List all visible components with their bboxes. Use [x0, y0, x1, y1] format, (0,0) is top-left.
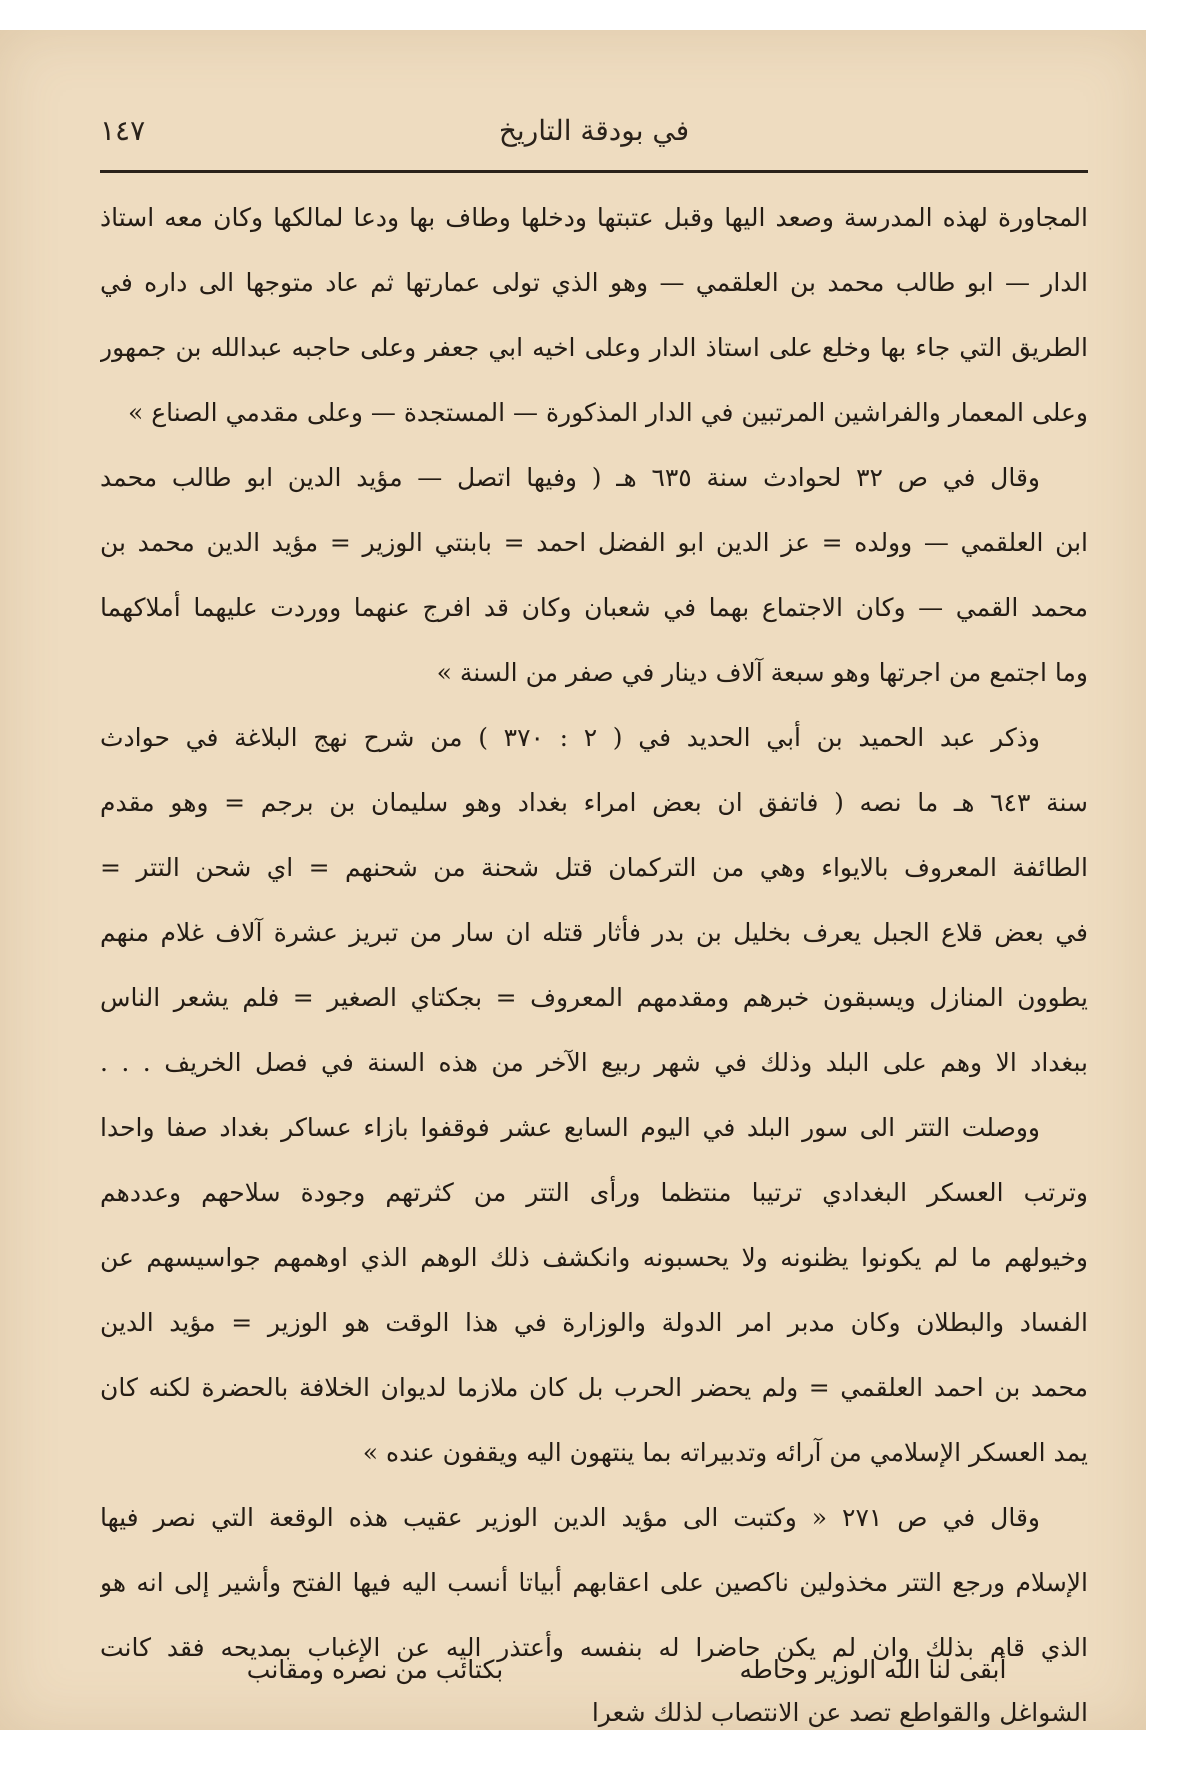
running-title: في بودقة التاريخ — [498, 114, 690, 147]
text-line: ببغداد الا وهم على البلد وذلك في شهر ربيع الآخر من هذه السنة في فصل الخريف . . . — [100, 1048, 1088, 1077]
text-line: وقال في ص ٢٧١ « وكتبت الى مؤيد الدين الوزير عقيب هذه الوقعة التي نصر فيها — [100, 1503, 1040, 1532]
text-line: محمد القمي — وكان الاجتماع بهما في شعبان وكان قد افرج عنهما ووردت عليهما أملاكهما — [100, 593, 1088, 622]
text-line: وما اجتمع من اجرتها وهو سبعة آلاف دينار في صفر من السنة » — [436, 658, 1088, 687]
text-line: يطوون المنازل ويسبقون خبرهم ومقدمهم المعروف = بجكتاي الصغير = فلم يشعر الناس — [100, 983, 1088, 1012]
text-line: الطريق التي جاء بها وخلع على استاذ الدار وعلى اخيه ابي جعفر وعلى حاجبه عبدالله بن جمهور — [100, 333, 1088, 362]
header-rule — [100, 170, 1088, 173]
second-hemistich: بكتائب من نصره ومقانب — [246, 1655, 504, 1684]
text-line: في بعض قلاع الجبل يعرف بخليل بن بدر فأثار قتله ان سار من تبريز عشرة آلاف غلام منهم — [100, 918, 1088, 947]
text-line: وترتب العسكر البغدادي ترتيبا منتظما ورأى التتر من كثرتهم وجودة سلاحهم وعددهم — [100, 1178, 1088, 1207]
text-line: وقال في ص ٣٢ لحوادث سنة ٦٣٥ هـ ( وفيها اتصل — مؤيد الدين ابو طالب محمد — [100, 463, 1040, 492]
first-hemistich: أبقى لنا الله الوزير وحاطه — [739, 1655, 1007, 1684]
body-text — [100, 185, 1088, 1745]
text-line: يمد العسكر الإسلامي من آرائه وتدبيراته بما ينتهون اليه ويقفون عنده » — [362, 1438, 1088, 1467]
text-line: الإسلام ورجع التتر مخذولين ناكصين على اعقابهم أبياتا أنسب اليه فيها الفتح وأشير إلى انه هو — [100, 1568, 1088, 1597]
text-line: الدار — ابو طالب محمد بن العلقمي — وهو الذي تولى عمارتها ثم عاد متوجها الى داره في — [100, 268, 1088, 297]
text-line: وذكر عبد الحميد بن أبي الحديد في ( ٢ : ٣٧٠ ) من شرح نهج البلاغة في حوادث — [100, 723, 1040, 752]
text-line: الذي قام بذلك وان لم يكن حاضرا له بنفسه وأعتذر اليه عن الإغباب بمديحه فقد كانت — [100, 1633, 1088, 1662]
page-header — [100, 100, 1088, 160]
text-line: الشواغل والقواطع تصد عن الانتصاب لذلك شعرا — [591, 1698, 1088, 1727]
text-line: الطائفة المعروف بالايواء وهي من التركمان قتل شحنة من شحنهم = اي شحن التتر = — [100, 853, 1088, 882]
text-line: وخيولهم ما لم يكونوا يظنونه ولا يحسبونه وانكشف ذلك الوهم الذي اوهمهم جواسيسهم عن — [100, 1243, 1088, 1272]
text-line: المجاورة لهذه المدرسة وصعد اليها وقبل عتبتها ودخلها وطاف بها ودعا لمالكها وكان معه استاذ — [100, 203, 1088, 232]
text-line: ابن العلقمي — وولده = عز الدين ابو الفضل احمد = بابنتي الوزير = مؤيد الدين محمد بن — [100, 528, 1088, 557]
text-line: محمد بن احمد العلقمي = ولم يحضر الحرب بل كان ملازما لديوان الخلافة بالحضرة لكنه كان — [100, 1373, 1088, 1402]
page-number: ١٤٧ — [100, 114, 146, 147]
text-line: وعلى المعمار والفراشين المرتبين في الدار المذكورة — المستجدة — وعلى مقدمي الصناع » — [127, 398, 1088, 427]
text-line: سنة ٦٤٣ هـ ما نصه ( فاتفق ان بعض امراء بغداد وهو سليمان بن برجم = وهو مقدم — [100, 788, 1088, 817]
poem-verse — [160, 1640, 1088, 1700]
text-line: ووصلت التتر الى سور البلد في اليوم السابع عشر فوقفوا بازاء عساكر بغداد صفا واحدا — [100, 1113, 1040, 1142]
text-line: الفساد والبطلان وكان مدبر امر الدولة والوزارة في هذا الوقت هو الوزير = مؤيد الدين — [100, 1308, 1088, 1337]
